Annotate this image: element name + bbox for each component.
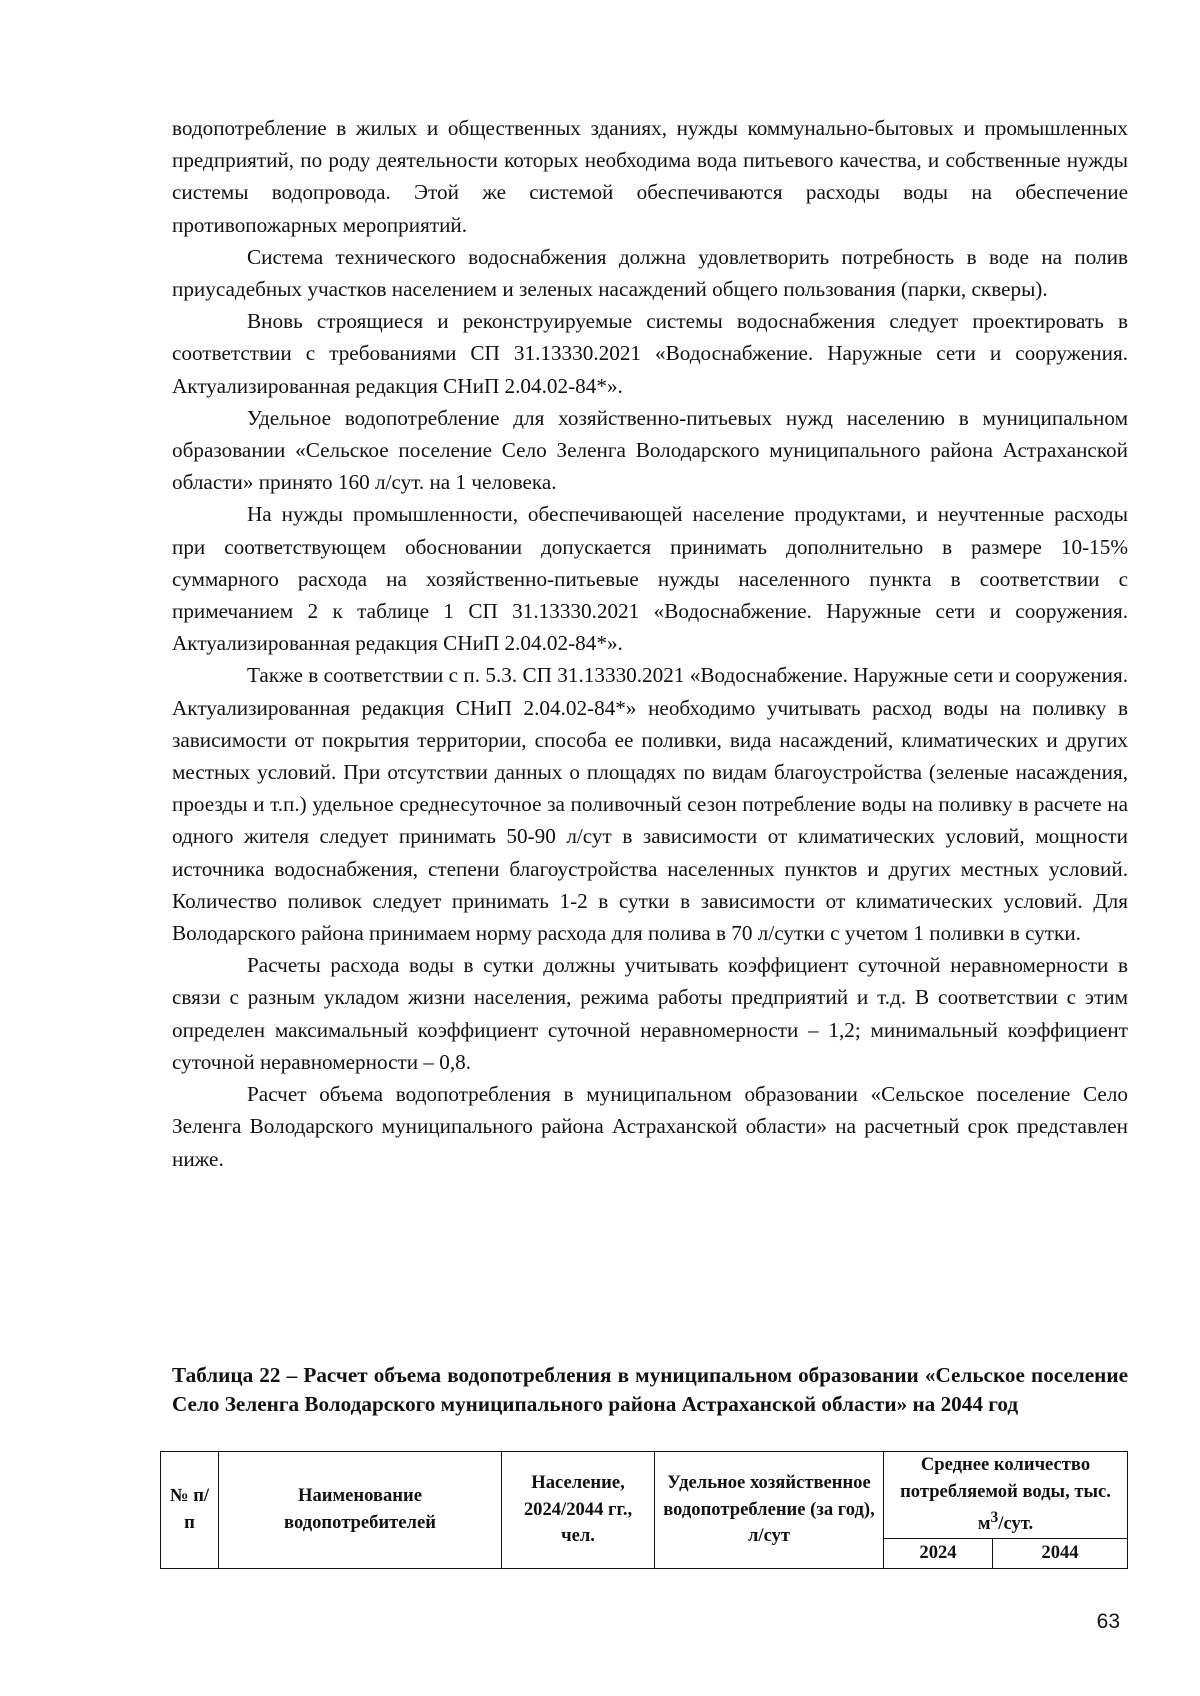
paragraph: Расчет объема водопотребления в муниципальном образовании «Сельское поселение Село Зеленга Володарского муниципального района Астраханской области» на расчетный срок представлен ниже. (172, 1082, 1128, 1171)
table-header-row (161, 1452, 1128, 1539)
paragraph: водопотребление в жилых и общественных зданиях, нужды коммунально-бытовых и промышленных предприятий, по роду деятельности которых необходима вода питьевого качества, и собственные нужды системы водопровода. Этой же системой обеспечиваются расходы воды на обеспечение противопожарных мероприятий. (172, 116, 1128, 237)
header-average-consumption (884, 1452, 1128, 1539)
paragraph: Удельное водопотребление для хозяйственно-питьевых нужд населению в муниципальном образовании «Сельское поселение Село Зеленга Володарского муниципального района Астраханской области» принято 160 л/сут. на 1 человека. (172, 405, 1128, 495)
paragraph: Вновь строящиеся и реконструируемые системы водоснабжения следует проектировать в соответствии с требованиями СП 31.13330.2021 «Водоснабжение. Наружные сети и сооружения. Актуализированная редакция СНиП 2.04.02-84*». (172, 309, 1128, 398)
paragraph: Расчеты расхода воды в сутки должны учитывать коэффициент суточной неравномерности в связи с разным укладом жизни населения, режима работы предприятий и т.д. В соответствии с этим определен максимальный коэффициент суточной неравномерности – 1,2; минимальный коэффициент суточной неравномерности – 0,8. (172, 953, 1128, 1074)
paragraph: Также в соответствии с п. 5.3. СП 31.13330.2021 «Водоснабжение. Наружные сети и сооружения. Актуализированная редакция СНиП 2.04.02-84*» необходимо учитывать расход воды на поливку в зависимости от покрытия территории, способа ее поливки, вида насаждений, климатических и других местных условий. При отсутствии данных о площадях по видам благоустройства (зеленые насаждения, проезды и т.п.) удельное среднесуточное за поливочный сезон потребление воды на поливку в расчете на одного жителя следует принимать 50-90 л/сут в зависимости от климатических условий, мощности источника водоснабжения, степени благоустройства населенных пунктов и других местных условий. Количество поливок следует принимать 1-2 в сутки в зависимости от климатических условий. Для Володарского района принимаем норму расхода для полива в 70 л/сутки с учетом 1 поливки в сутки. (172, 663, 1128, 946)
header-consumer-name: Наименование водопотребителей (219, 1452, 502, 1569)
header-specific-consumption: Удельное хозяйственное водопотребление (за год), л/сут (655, 1452, 884, 1569)
header-population: Население, 2024/2044 гг., чел. (502, 1452, 655, 1569)
header-year-2044: 2044 (993, 1538, 1128, 1568)
body-text (172, 112, 1128, 1175)
paragraph: На нужды промышленности, обеспечивающей население продуктами, и неучтенные расходы при соответствующем обосновании допускается принимать дополнительно в размере 10-15% суммарного расхода на хозяйственно-питьевые нужды населенного пункта в соответствии с примечанием 2 к таблице 1 СП 31.13330.2021 «Водоснабжение. Наружные сети и сооружения. Актуализированная редакция СНиП 2.04.02-84*». (172, 502, 1128, 656)
header-num: № п/п (161, 1452, 219, 1569)
paragraph: Система технического водоснабжения должна удовлетворить потребность в воде на полив приусадебных участков населением и зеленых насаждений общего пользования (парки, скверы). (172, 244, 1128, 302)
cubic-superscript: 3 (990, 1509, 999, 1526)
header-average-consumption-unit: /сут. (998, 1513, 1034, 1535)
header-year-2024: 2024 (884, 1538, 993, 1568)
header-average-consumption-text: Среднее количество потребляемой воды, тыс. м (900, 1454, 1111, 1535)
table-caption: Таблица 22 – Расчет объема водопотребления в муниципальном образовании «Сельское поселение Село Зеленга Володарского муниципального района Астраханской области» на 2044 год (172, 1363, 1128, 1416)
page-number: 63 (1096, 1610, 1120, 1633)
water-consumption-table (160, 1451, 1128, 1569)
